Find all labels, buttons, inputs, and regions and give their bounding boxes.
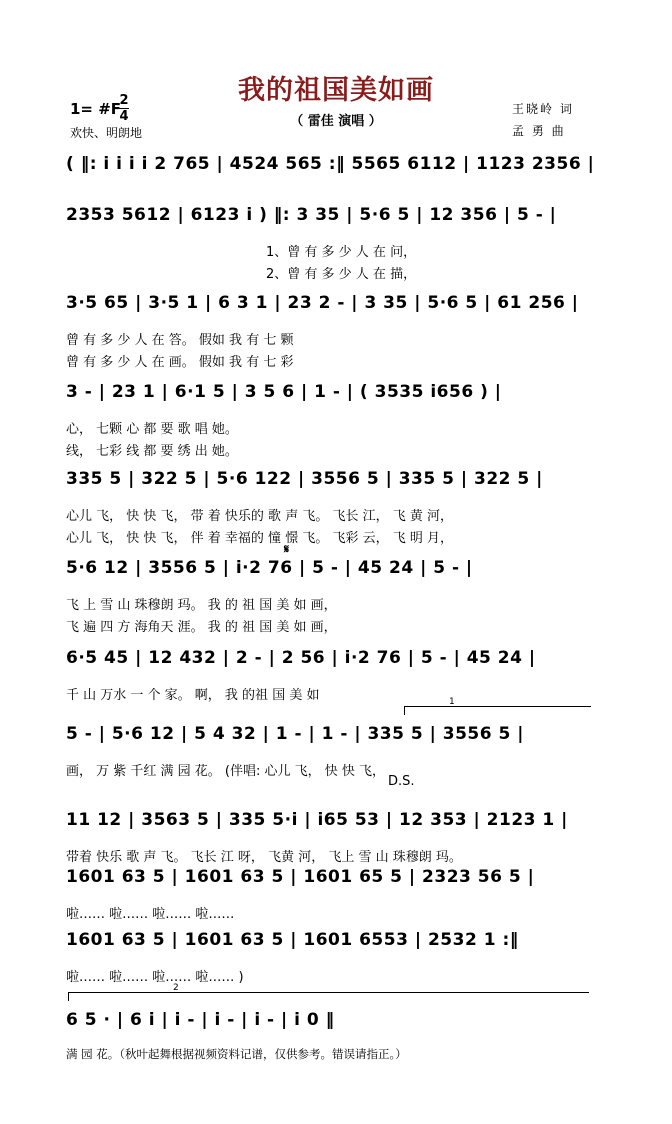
lyrics-verse-1: 满 园 花。（秋叶起舞根据视频资料记谱，仅供参考。错误请指正。） (66, 1047, 407, 1061)
lyrics-verse-2: 心儿 飞， 快 快 飞， 伴 着 幸福的 憧 憬 飞。 飞彩 云， 飞 明 月， (66, 531, 453, 546)
lyrics-verse-1: 飞 上 雪 山 珠穆朗 玛。 我 的 祖 国 美 如 画， (66, 598, 337, 613)
lyrics-verse-1: 千 山 万水 一 个 家。 啊， 我 的祖 国 美 如 (66, 688, 320, 703)
notation-line: 1601 63 5 | 1601 63 5 | 1601 65 5 | 2323 56 5 | (66, 867, 535, 887)
page-title: 我的祖国美如画 (238, 75, 434, 106)
volta-number: 2 (173, 983, 179, 993)
lyrics-verse-1: 曾 有 多 少 人 在 答。 假如 我 有 七 颗 (66, 333, 294, 348)
time-signature-bottom: 4 (119, 109, 129, 124)
lyrics-verse-1: 1、曾 有 多 少 人 在 问， (266, 245, 417, 260)
key-signature: 1= #F (70, 100, 122, 118)
lyrics-verse-2: 线， 七彩 线 都 要 绣 出 她。 (66, 444, 238, 459)
lyrics-verse-1: 心， 七颗 心 都 要 歌 唱 她。 (66, 422, 238, 437)
lyrics-verse-1: 带着 快乐 歌 声 飞。 飞长 江 呀， 飞黄 河， 飞上 雪 山 珠穆朗 玛。 (66, 850, 462, 865)
notation-line: 2353 5612 | 6123 i ) ‖: 3 35 | 5·6 5 | 12 356 | 5 - | (66, 205, 557, 225)
lyrics-verse-2: 曾 有 多 少 人 在 画。 假如 我 有 七 彩 (66, 355, 294, 370)
volta-bracket-2 (68, 983, 589, 1001)
volta-bracket-1 (404, 697, 591, 715)
lyrics-verse-1: 心儿 飞， 快 快 飞， 带 着 快乐的 歌 声 飞。 飞长 江， 飞 黄 河， (66, 509, 453, 524)
notation-line: 335 5 | 322 5 | 5·6 122 | 3556 5 | 335 5 | 322 5 | (66, 469, 543, 489)
lyrics-verse-1: 画， 万 紫 千红 满 园 花。 (伴唱: 心儿 飞， 快 快 飞， (66, 764, 386, 779)
time-signature-top: 2 (119, 93, 129, 108)
performer-label: （ 雷佳 演唱 ） (290, 114, 382, 129)
volta-number: 1 (449, 697, 455, 707)
lyrics-verse-1: 啦…… 啦…… 啦…… 啦…… (66, 907, 235, 922)
lyricist-credit: 王晓岭 词 (512, 102, 574, 116)
notation-line: 3·5 65 | 3·5 1 | 6 3 1 | 23 2 - | 3 35 | 5·6 5 | 61 256 | (66, 293, 579, 313)
time-signature (119, 94, 129, 123)
notation-line: 6·5 45 | 12 432 | 2 - | 2 56 | i·2 76 | 5 - | 45 24 | (66, 648, 536, 668)
lyrics-verse-2: 飞 遍 四 方 海角天 涯。 我 的 祖 国 美 如 画， (66, 620, 337, 635)
notation-line: 5 - | 5·6 12 | 5 4 32 | 1 - | 1 - | 335 5 | 3556 5 | (66, 724, 524, 744)
notation-line: 11 12 | 3563 5 | 335 5·i | i65 53 | 12 353 | 2123 1 | (66, 810, 568, 830)
composer-credit: 孟 勇 曲 (512, 124, 566, 138)
tempo-marking: 欢快、明朗地 (70, 126, 143, 140)
lyrics-verse-1: 啦…… 啦…… 啦…… 啦…… ) (66, 970, 244, 985)
segno-sign: 𝄋 (284, 542, 290, 556)
notation-line: 6 5 · | 6 i | i - | i - | i - | i 0 ‖ (66, 1010, 335, 1030)
notation-line: 5·6 12 | 3556 5 | i·2 76 | 5 - | 45 24 | 5 - | (66, 558, 473, 578)
notation-line: 3 - | 23 1 | 6·1 5 | 3 5 6 | 1 - | ( 3535 i656 ) | (66, 382, 502, 402)
ds-marking: D.S. (388, 774, 415, 789)
notation-line: ( ‖: i i i i 2 765 | 4524 565 :‖ 5565 6112 | 1123 2356 | (66, 154, 595, 174)
lyrics-verse-2: 2、曾 有 多 少 人 在 描， (266, 267, 417, 282)
notation-line: 1601 63 5 | 1601 63 5 | 1601 6553 | 2532 1 :‖ (66, 930, 519, 950)
